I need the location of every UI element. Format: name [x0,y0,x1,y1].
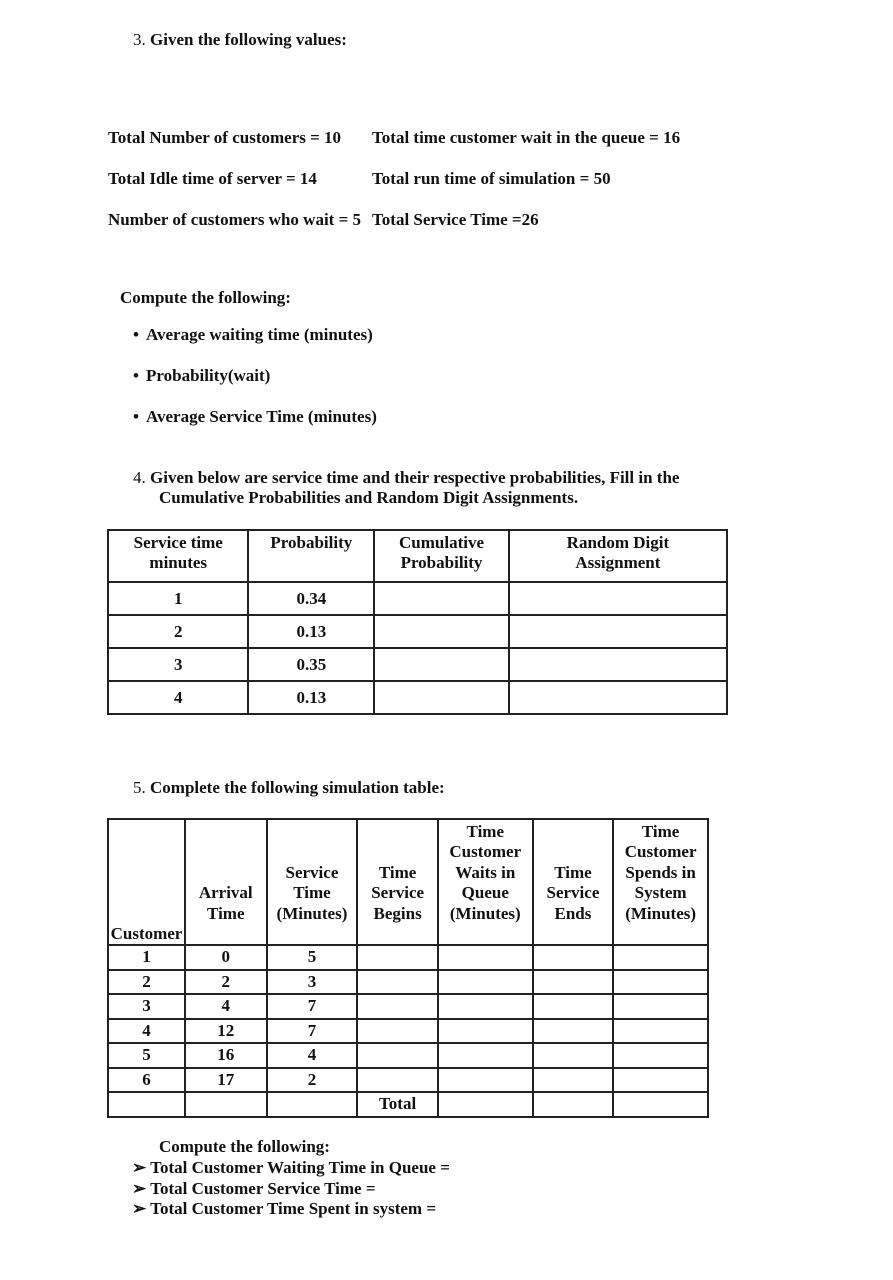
q3-value-customers: Total Number of customers = 10 [108,128,342,147]
cell-empty [357,970,438,995]
cell-empty [357,1019,438,1044]
q4-number: 4. [133,468,146,487]
cell-empty [438,1019,533,1044]
cell: 0.13 [248,681,374,714]
q3-value-run-time: Total run time of simulation = 50 [372,169,611,188]
cell-empty [438,1092,533,1117]
cell: 2 [267,1068,358,1093]
cell: 2 [108,970,185,995]
cell: 4 [108,681,248,714]
cell: 1 [108,945,185,970]
arrow-bullet-icon: ➢ [132,1158,147,1177]
cell-empty [613,1043,708,1068]
cell-empty [438,994,533,1019]
header-wait-in-queue: Time Customer Waits in Queue (Minutes) [438,819,533,945]
cell-empty [613,1019,708,1044]
cell-empty [438,970,533,995]
cell-empty [509,582,727,615]
cell-empty [613,945,708,970]
q5-title: Complete the following simulation table: [150,778,445,797]
cell-empty [357,1068,438,1093]
list-item: ➢ Total Customer Service Time = [132,1178,376,1198]
header-random-digit: Random Digit Assignment [509,530,727,582]
cell: 7 [267,1019,358,1044]
header-probability: Probability [248,530,374,582]
cell-empty [613,1092,708,1117]
cell: 4 [185,994,267,1019]
cell-empty [613,994,708,1019]
cell-empty [533,945,614,970]
q3-number: 3. [133,30,146,49]
simulation-table [107,818,709,1118]
cell-empty [438,945,533,970]
cell: 0.13 [248,615,374,648]
cell-empty [509,648,727,681]
bullet-icon: • [133,325,139,344]
cell-empty [357,1043,438,1068]
table-row [108,1019,708,1044]
header-cumulative-probability: Cumulative Probability [374,530,509,582]
cell-empty [533,1043,614,1068]
bullet-icon: • [133,407,139,426]
cell: 1 [108,582,248,615]
arrow-bullet-icon: ➢ [132,1199,147,1218]
cell-empty [509,615,727,648]
cell: 4 [108,1019,185,1044]
q3-title: Given the following values: [150,30,347,49]
header-arrival-time: Arrival Time [185,819,267,945]
cell: 6 [108,1068,185,1093]
cell-empty [533,994,614,1019]
cell-empty [357,994,438,1019]
table-header-row [108,530,727,582]
cell: 12 [185,1019,267,1044]
cell: 3 [108,648,248,681]
cell-empty [438,1043,533,1068]
cell-empty [613,1068,708,1093]
header-service-ends: Time Service Ends [533,819,614,945]
q5-number: 5. [133,778,146,797]
q3-value-idle: Total Idle time of server = 14 [108,169,317,188]
q4-line2: Cumulative Probabilities and Random Digit Assignments. [159,488,579,507]
table-row [108,1043,708,1068]
table-row [108,970,708,995]
cell-empty [438,1068,533,1093]
q3-value-service-time: Total Service Time =26 [372,210,539,229]
list-item: ➢ Total Customer Waiting Time in Queue = [132,1158,450,1177]
header-service-begins: Time Service Begins [357,819,438,945]
table-row [108,994,708,1019]
table-row [108,1068,708,1093]
list-item: • Probability(wait) [133,366,271,385]
cell: 7 [267,994,358,1019]
cell-empty [357,945,438,970]
cell-empty [509,681,727,714]
cell: 0.35 [248,648,374,681]
q4-heading [133,468,679,488]
cell: 2 [108,615,248,648]
cell: 0 [185,945,267,970]
cell-empty [533,1068,614,1093]
cell-empty [613,970,708,995]
cell-empty [374,615,509,648]
cell-empty [374,648,509,681]
q5-arrow-list [132,1158,450,1220]
cell: 3 [108,994,185,1019]
cell-empty [374,681,509,714]
cell: 0.34 [248,582,374,615]
list-item: ➢ Total Customer Time Spent in system = [132,1199,437,1218]
total-label: Total [357,1092,438,1117]
cell: 5 [108,1043,185,1068]
q5-heading [133,778,445,798]
cell: 4 [267,1043,358,1068]
q3-compute-heading: Compute the following: [120,288,291,307]
probability-table [107,529,728,715]
cell: 17 [185,1068,267,1093]
header-customer: Customer [108,819,185,945]
cell: 2 [185,970,267,995]
cell-empty [374,582,509,615]
table-row [108,648,727,681]
cell-empty [533,1092,614,1117]
cell-empty [267,1092,358,1117]
cell-empty [185,1092,267,1117]
cell-empty [533,970,614,995]
arrow-bullet-icon: ➢ [132,1178,147,1198]
q3-value-queue-wait: Total time customer wait in the queue = 16 [372,128,681,147]
table-total-row [108,1092,708,1117]
cell-empty [533,1019,614,1044]
q5-compute-heading: Compute the following: [159,1137,330,1156]
table-row [108,582,727,615]
table-header-row [108,819,708,945]
cell-empty [108,1092,185,1117]
header-service-time: Service time minutes [108,530,248,582]
header-service-time: Service Time (Minutes) [267,819,358,945]
q3-value-waiters: Number of customers who wait = 5 [108,210,362,229]
table-row [108,945,708,970]
cell: 3 [267,970,358,995]
bullet-icon: • [133,366,139,385]
q3-bullet-list [133,325,377,448]
table-row [108,615,727,648]
cell: 5 [267,945,358,970]
table-row [108,681,727,714]
header-time-in-system: Time Customer Spends in System (Minutes) [613,819,708,945]
q3-heading [133,30,347,50]
cell: 16 [185,1043,267,1068]
list-item: • Average Service Time (minutes) [133,407,377,426]
q4-line1: Given below are service time and their respective probabilities, Fill in the [150,468,680,487]
list-item: • Average waiting time (minutes) [133,325,373,344]
